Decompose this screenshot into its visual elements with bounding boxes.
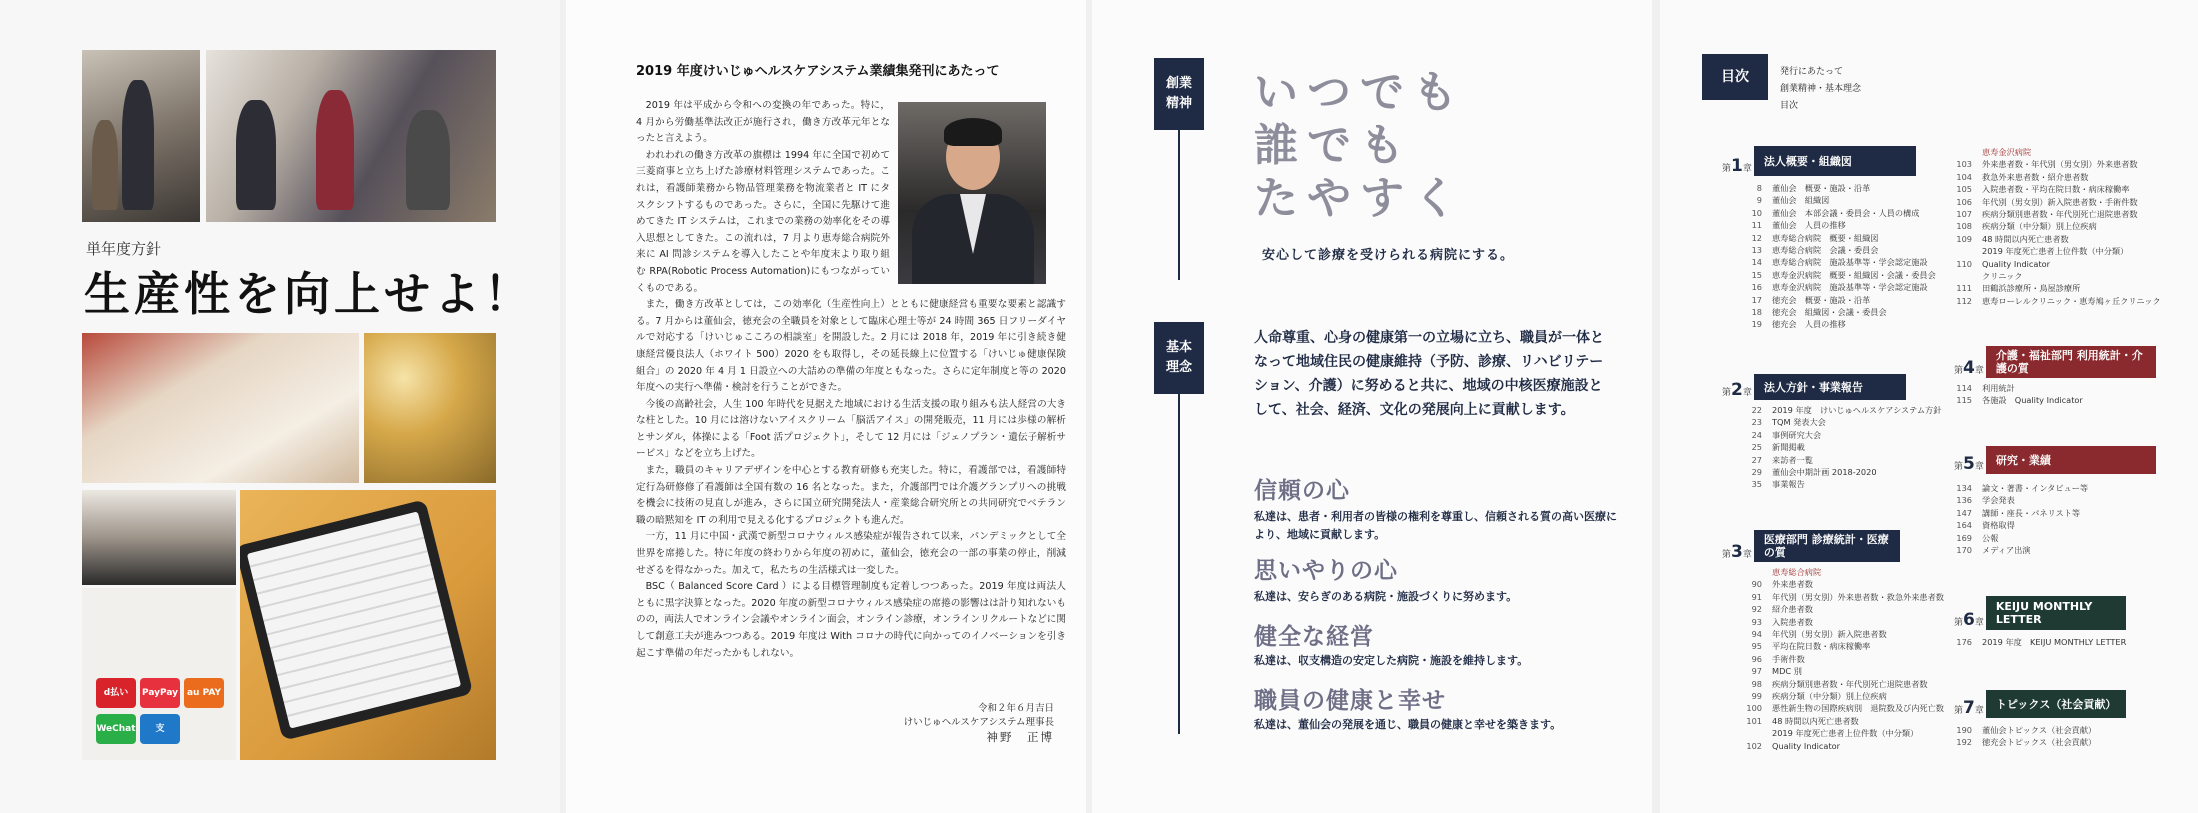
toc-entry[interactable]	[1942, 208, 2161, 220]
policy-title: 生産性を向上せよ！	[84, 267, 534, 321]
chapter-7-list	[1942, 724, 2096, 749]
toc-page-number: 93	[1751, 616, 1762, 627]
toc-entry-title: メディア出演	[1982, 545, 2031, 556]
toc-entry[interactable]	[1732, 591, 1944, 603]
signature-org: けいじゅヘルスケアシステム理事長	[903, 717, 1054, 728]
toc-entry-title: 48 時間以内死亡患者数	[1982, 233, 2069, 244]
toc-entry-title: 48 時間以内死亡患者数	[1772, 715, 1859, 726]
toc-page-number: 96	[1751, 653, 1762, 664]
meeting-photo-left	[82, 50, 200, 222]
toc-entry[interactable]	[1942, 233, 2161, 245]
toc-entry[interactable]	[1942, 736, 2096, 748]
toc-page-number: 103	[1956, 159, 1972, 170]
toc-page-number: 23	[1751, 417, 1762, 428]
toc-page-number: 94	[1751, 629, 1762, 640]
signature-name: 神野 正博	[986, 730, 1054, 744]
value-title: 健全な経営	[1254, 624, 1374, 650]
toc-entry-title: 2019 年度死亡患者上位件数（中分類）	[1772, 728, 1919, 739]
toc-entry-title: 公報	[1982, 532, 1999, 543]
toc-page-number: 17	[1751, 294, 1762, 305]
toc-entry[interactable]	[1732, 306, 1936, 318]
toc-entry-title: 年代別（男女別）新入院患者数	[1772, 629, 1887, 640]
toc-entry[interactable]	[1732, 727, 1944, 739]
toc-page-number: 35	[1751, 479, 1762, 490]
toc-entry-title: 救急外来患者数・紹介患者数	[1982, 171, 2089, 182]
toc-entry-title: Quality Indicator	[1772, 740, 1841, 751]
toc-entry-title: 董仙会 本部会議・委員会・人員の構成	[1772, 207, 1920, 218]
chapter-title: 法人方針・事業報告	[1754, 374, 1906, 400]
toc-entry[interactable]	[1732, 466, 1941, 478]
payment-badge: PayPay	[140, 678, 180, 708]
toc-entry[interactable]	[1732, 182, 1936, 194]
chapter-title: 医療部門 診療統計・医療の質	[1754, 530, 1900, 562]
toc-intro-item[interactable]: 目次	[1780, 101, 1799, 111]
payment-badge: d払い	[96, 678, 136, 708]
toc-page-number: 109	[1956, 233, 1972, 244]
toc-page-number: 97	[1751, 666, 1762, 677]
toc-page-number: 169	[1956, 532, 1972, 543]
toc-page-number: 27	[1751, 454, 1762, 465]
toc-page-number: 10	[1751, 207, 1762, 218]
toc-entry-title: 恵寿総合病院 施設基準等・学会認定施設	[1772, 257, 1928, 268]
toc-page-number: 91	[1751, 591, 1762, 602]
toc-entry-title: 事業報告	[1772, 479, 1805, 490]
toc-page-number: 105	[1956, 184, 1972, 195]
toc-page-number: 134	[1956, 483, 1972, 493]
chapter-2-header[interactable]: 第2章 法人方針・事業報告	[1722, 374, 1906, 400]
toc-page-number: 29	[1751, 467, 1762, 478]
toc-page-number: 164	[1956, 520, 1972, 531]
toc-entry[interactable]	[1942, 724, 2096, 736]
toc-page-number: 24	[1751, 429, 1762, 440]
toc-page-number: 170	[1956, 545, 1972, 556]
toc-entry[interactable]	[1732, 318, 1936, 330]
toc-entry[interactable]	[1732, 454, 1941, 466]
toc-page-number: 13	[1751, 245, 1762, 256]
toc-page-number: 111	[1956, 283, 1972, 294]
toc-page-number: 147	[1956, 507, 1972, 518]
toc-page-number: 92	[1751, 604, 1762, 615]
ice-cream-cans-photo	[364, 333, 496, 483]
page-table-of-contents	[1660, 0, 2198, 813]
toc-entry[interactable]	[1732, 616, 1944, 628]
toc-entry-title: 年代別（男女別）新入院患者数・手術件数	[1982, 196, 2138, 207]
toc-intro-list	[1780, 64, 1861, 115]
foot-care-photo	[82, 333, 359, 483]
toc-entry[interactable]	[1942, 382, 2083, 394]
toc-entry[interactable]	[1732, 232, 1936, 244]
toc-entry-title: 田鶴浜診療所・鳥屋診療所	[1982, 283, 2081, 294]
toc-entry[interactable]	[1942, 196, 2161, 208]
toc-entry-title: 徳充会トピックス（社会貢献）	[1982, 737, 2097, 748]
toc-entry-title: 疾病分類別患者数・年代別死亡退院患者数	[1772, 678, 1928, 689]
toc-page-number	[1942, 270, 1972, 282]
foreword-paragraph: 一方，11 月に中国・武漢で新型コロナウィルス感染症が報告されて以来，パンデミックとして全世界を席捲した。特に年度の終わりから年度の初めに，董仙会，徳充会の一部の事業の停止，削減せざるを得なかった。加えて，私たちの生活様式は一変した。	[636, 531, 1066, 576]
chapter-5-header[interactable]: 第5章 研究・業績	[1954, 446, 2156, 474]
toc-entry[interactable]	[1732, 294, 1936, 306]
chapter-4-header[interactable]: 第4章 介護・福祉部門 利用統計・介護の質	[1954, 346, 2156, 378]
philosophy-rule	[1178, 394, 1180, 734]
toc-page-number: 9	[1756, 195, 1762, 206]
toc-page-number: 95	[1751, 641, 1762, 652]
toc-entry[interactable]	[1732, 404, 1941, 416]
toc-entry[interactable]	[1732, 665, 1944, 677]
toc-entry[interactable]	[1732, 702, 1944, 714]
toc-entry[interactable]	[1732, 269, 1936, 281]
toc-entry-title: 平均在院日数・病床稼働率	[1772, 641, 1871, 652]
toc-entry-title: Quality Indicator	[1982, 258, 2051, 269]
toc-entry-title: 年代別（男女別）外来患者数・救急外来患者数	[1772, 591, 1944, 602]
toc-entry-title: 恵寿ローレルクリニック・恵寿鳩ヶ丘クリニック	[1982, 295, 2161, 306]
foreword-paragraph: また，職員のキャリアデザインを中心とする教育研修も充実した。特に，看護部では，看護師特定行為研修修了看護師は全国有数の 16 名となった。また，介護部門では介護グランプリへの挑戦を機会に技術の見直しが進み，さらに国立研究開発法人・産業総合研究所との共同研究でベテラン職の暗黙知を IT の利用で見える化するプロジェクトも進んだ。	[636, 465, 1066, 526]
toc-entry-title: 疾病分類（中分類）別上位疾病	[1982, 221, 2097, 232]
toc-page-number: 106	[1956, 196, 1972, 207]
toc-entry-title: 紹介患者数	[1772, 604, 1813, 615]
toc-entry[interactable]	[1732, 603, 1944, 615]
toc-entry[interactable]	[1942, 171, 2161, 183]
page-cover-policy	[0, 0, 560, 813]
toc-entry-title: 2019 年度 KEIJU MONTHLY LETTER	[1982, 637, 2127, 647]
toc-page-number	[1732, 566, 1762, 578]
toc-page-number: 192	[1956, 737, 1972, 748]
toc-intro-item[interactable]: 発行にあたって	[1780, 67, 1844, 77]
toc-intro-item[interactable]: 創業精神・基本理念	[1780, 84, 1862, 94]
value-title: 思いやりの心	[1254, 558, 1398, 584]
toc-entry[interactable]	[1942, 507, 2088, 519]
toc-entry[interactable]	[1942, 544, 2088, 556]
toc-entry-title: 外来患者数	[1772, 579, 1813, 590]
toc-entry[interactable]	[1942, 494, 2088, 506]
toc-entry[interactable]	[1942, 519, 2088, 531]
toc-page-number: 18	[1751, 307, 1762, 318]
toc-entry[interactable]	[1732, 678, 1944, 690]
toc-entry-title: 入院患者数・平均在院日数・病床稼働率	[1982, 184, 2130, 195]
value-desc: 私達は、安らぎのある病院・施設づくりに努めます。	[1254, 590, 1518, 603]
toc-page-number: 11	[1751, 220, 1762, 231]
toc-entry[interactable]	[1942, 183, 2161, 195]
toc-entry-title: 各施設 Quality Indicator	[1982, 395, 2083, 406]
toc-entry[interactable]	[1942, 394, 2083, 406]
motto-line: いつでも	[1254, 67, 1466, 118]
toc-entry-title: クリニック	[1982, 271, 2023, 282]
toc-page-number: 114	[1956, 383, 1972, 393]
value-title: 信頼の心	[1254, 478, 1350, 504]
toc-page-number: 101	[1746, 715, 1762, 726]
toc-entry-title: 恵寿総合病院 会議・委員会	[1772, 245, 1879, 256]
page-foreword	[566, 0, 1086, 813]
toc-entry[interactable]	[1732, 194, 1936, 206]
toc-entry[interactable]	[1732, 628, 1944, 640]
toc-page-number	[1942, 146, 1972, 158]
foreword-paragraph: BSC（ Balanced Score Card ）による目標管理制度も定着しつつあった。2019 年度は両法人ともに黒字決算となった。2020 年度の新型コロナウィルス感染症の席捲の影響はは計り知れないものの，両法人でオンライン会議やオンライン面会，オンライン診療，オンラインリクルートなどに関して創意工夫が進みつつある。2019 年度は With コロナの時代に向かってのイノベーションを引き起こす準備の年だったかもしれない。	[636, 581, 1066, 659]
toc-entry[interactable]	[1732, 416, 1941, 428]
toc-entry-title: 2019 年度 けいじゅヘルスケアシステム方針	[1772, 405, 1942, 415]
tablet-screen	[240, 499, 473, 740]
toc-entry[interactable]	[1942, 532, 2088, 544]
value-desc: 私達は、患者・利用者の皆様の権利を尊重し、信頼される質の高い医療により、地域に貢献します。	[1254, 510, 1617, 541]
chapter-2-list	[1732, 404, 1941, 491]
page-philosophy	[1092, 0, 1652, 813]
chapter-6-list	[1942, 636, 2126, 648]
toc-entry-title: 講師・座長・パネリスト等	[1982, 507, 2081, 518]
basic-philosophy-label: 基本 理念	[1154, 322, 1204, 394]
toc-entry-title: 手術件数	[1772, 653, 1805, 664]
toc-page-number: 19	[1751, 319, 1762, 330]
toc-page-number: 22	[1751, 405, 1762, 415]
toc-entry[interactable]	[1732, 653, 1944, 665]
toc-entry[interactable]	[1732, 640, 1944, 652]
toc-page-number: 112	[1956, 295, 1972, 306]
chapter-title: 介護・福祉部門 利用統計・介護の質	[1986, 346, 2156, 378]
foreword-body	[636, 98, 1066, 662]
toc-page-number: 100	[1746, 703, 1762, 714]
toc-entry[interactable]	[1732, 429, 1941, 441]
philosophy-text: 人命尊重、心身の健康第一の立場に立ち、職員が一体となって地域住民の健康維持（予防、診療、リハビリテーション、介護）に努めると共に、地域の中核医療施設として、社会、経済、文化の発展向上に貢献します。	[1254, 330, 1604, 418]
chapter-3-list	[1732, 566, 1944, 752]
toc-entry[interactable]	[1942, 158, 2161, 170]
toc-entry[interactable]	[1942, 482, 2088, 494]
toc-entry[interactable]	[1942, 636, 2126, 648]
toc-page-number	[1942, 245, 1972, 257]
toc-entry-title: 徳充会 概要・施設・沿革	[1772, 294, 1871, 305]
signature-block	[904, 702, 1054, 744]
toc-entry-title: 2019 年度死亡患者上位件数（中分類）	[1982, 246, 2129, 257]
toc-page-number: 108	[1956, 221, 1972, 232]
toc-entry[interactable]	[1732, 244, 1936, 256]
page-gutter	[1652, 0, 1660, 813]
chapter-title: 法人概要・組織図	[1754, 146, 1916, 176]
toc-page-number: 176	[1956, 637, 1972, 647]
foreword-heading: 2019 年度けいじゅヘルスケアシステム業績集発刊にあたって	[636, 64, 1000, 79]
toc-page-number: 115	[1956, 395, 1972, 406]
toc-entry-title: 論文・著書・インタビュー等	[1982, 483, 2089, 493]
payment-badge: WeChat	[96, 714, 136, 744]
toc-page-number: 90	[1751, 579, 1762, 590]
toc-page-number: 15	[1751, 269, 1762, 280]
toc-entry[interactable]	[1942, 282, 2161, 294]
toc-entry-title: 董仙会中期計画 2018-2020	[1772, 467, 1877, 478]
toc-entry-title: 来訪者一覧	[1772, 454, 1813, 465]
toc-entry-title: 恵寿金沢病院	[1982, 147, 2032, 157]
toc-entry-title: 恵寿総合病院 概要・組織図	[1772, 232, 1879, 243]
toc-entry[interactable]	[1732, 256, 1936, 268]
value-desc: 私達は、董仙会の発展を通じ、職員の健康と幸せを築きます。	[1254, 718, 1562, 731]
tablet-questionnaire-photo	[240, 490, 496, 760]
meeting-photo-right	[206, 50, 496, 222]
toc-page-number: 25	[1751, 442, 1762, 453]
toc-page-number: 12	[1751, 232, 1762, 243]
payment-badge: au PAY	[184, 678, 224, 708]
toc-entry[interactable]	[1942, 146, 2161, 158]
toc-page-number: 99	[1751, 691, 1762, 702]
toc-entry-title: 入院患者数	[1772, 616, 1813, 627]
toc-entry-title: TQM 発表大会	[1772, 417, 1826, 428]
foreword-paragraph: 今後の高齢社会，人生 100 年時代を見据えた地域における生活支援の取り組みも法人経営の大きな柱とした。10 月には溶けないアイスクリーム「脳活アイス」の開発販売，11 月には歩様の解析とサンダル，体操による「Foot 活プロジェクト」，そして 12 月には「ジェノプラン・遺伝子解析サービス」などを立ち上げた。	[636, 398, 1066, 460]
toc-entry-title: 外来患者数・年代別（男女別）外来患者数	[1982, 159, 2138, 170]
sandals-photo	[82, 490, 236, 585]
chapter-1-header[interactable]: 第1章 法人概要・組織図	[1722, 146, 1916, 176]
toc-entry-title: 恵寿金沢病院 概要・組織図・会議・委員会	[1772, 269, 1936, 280]
motto-subtitle: 安心して診療を受けられる病院にする。	[1262, 248, 1515, 263]
toc-entry-title: 利用統計	[1982, 383, 2015, 393]
toc-entry-title: 恵寿金沢病院 施設基準等・学会認定施設	[1772, 282, 1928, 293]
chapter-3-header[interactable]: 第3章 医療部門 診療統計・医療の質	[1722, 530, 1900, 562]
toc-entry-title: 徳充会 人員の推移	[1772, 319, 1846, 330]
toc-entry-title: 董仙会 概要・施設・沿革	[1772, 183, 1871, 193]
toc-entry[interactable]	[1732, 566, 1944, 578]
chapter-3-continued-list	[1942, 146, 2161, 307]
chapter-title: トピックス（社会貢献）	[1986, 690, 2126, 718]
toc-entry-title: 董仙会トピックス（社会貢献）	[1982, 725, 2097, 735]
toc-entry-title: 事例研究大会	[1772, 429, 1822, 440]
motto-line: 誰でも	[1254, 120, 1413, 171]
chapter-5-list	[1942, 482, 2088, 556]
toc-entry[interactable]	[1732, 690, 1944, 702]
motto-line: たやすく	[1254, 173, 1466, 224]
chapter-title: KEIJU MONTHLY LETTER	[1986, 596, 2126, 630]
toc-page-number: 14	[1751, 257, 1762, 268]
toc-page-number: 102	[1746, 740, 1762, 751]
founding-motto	[1254, 66, 1466, 225]
toc-entry-title: 疾病分類（中分類）別上位疾病	[1772, 691, 1887, 702]
chapter-1-list	[1732, 182, 1936, 331]
toc-entry[interactable]	[1732, 219, 1936, 231]
toc-page-number: 190	[1956, 725, 1972, 735]
chapter-7-header[interactable]: 第7章 トピックス（社会貢献）	[1954, 690, 2126, 718]
signature-date: 令和２年６月吉日	[977, 703, 1054, 714]
toc-page-number: 98	[1751, 678, 1762, 689]
toc-page-number: 16	[1751, 282, 1762, 293]
toc-entry[interactable]	[1732, 578, 1944, 590]
toc-entry[interactable]	[1942, 258, 2161, 270]
toc-entry[interactable]	[1732, 478, 1941, 490]
toc-entry-title: 悪性新生物の国際疾病別 退院数及び内死亡数	[1772, 703, 1944, 714]
foreword-paragraph: 2019 年は平成から令和への変換の年であった。特に，4 月から労働基準法改正が施行され，働き方改革元年となったと言えよう。	[636, 100, 890, 145]
payment-badge: 支	[140, 714, 180, 744]
toc-page-number	[1732, 727, 1762, 739]
toc-page-number: 136	[1956, 495, 1972, 506]
chapter-6-header[interactable]: 第6章 KEIJU MONTHLY LETTER	[1954, 596, 2126, 630]
toc-entry[interactable]	[1942, 270, 2161, 282]
toc-entry[interactable]	[1942, 295, 2161, 307]
foreword-paragraph: われわれの働き方改革の旗標は 1994 年に全国で初めて三菱商事と立ち上げた診療材料管理システムであった。これは，看護師業務から物品管理業務を物流業者と IT にタスクシフトするものであった。さらに，全国に先駆けて進めてきた IT システムは，これまでの業務の効率化をその導入思想としてきた。この流れは，7 月より恵寿総合病院外来に AI 問診システムを導入したことや年度末より取り組む RPA(Robotic Process Automation)にもつながっていくものである。	[636, 149, 890, 294]
chapter-title: 研究・業績	[1986, 446, 2156, 474]
founding-rule	[1178, 130, 1180, 280]
toc-entry[interactable]	[1942, 245, 2161, 257]
value-title: 職員の健康と幸せ	[1254, 688, 1446, 714]
toc-entry-title: 資格取得	[1982, 520, 2015, 531]
toc-entry-title: 徳充会 組織図・会議・委員会	[1772, 307, 1887, 318]
toc-entry[interactable]	[1732, 281, 1936, 293]
toc-entry-title: 恵寿総合病院	[1772, 567, 1822, 577]
toc-page-number: 104	[1956, 171, 1972, 182]
foreword-paragraph: また，働き方改革としては，この効率化（生産性向上）とともに健康経営も重要な要素と認識する。7 月からは董仙会，徳充会の全職員を対象として臨床心理士等が 24 時間 365 日フリーダイヤルで対応する「けいじゅこころの相談室」を開設した。2 月には 2018 年，2019 年に引き続き健康経営優良法人（ホワイト 500）2020 をも取得し，その延長線上に位置する「けいじゅ健康保険組合」の 2020 年 4 月 1 日設立への大詰めの準備の年度ともなった。さらに定年制度と等の 2020 年度への実行へ準備・検討を行うことができた。	[636, 299, 1066, 394]
value-desc: 私達は、収支構造の安定した病院・施設を維持します。	[1254, 654, 1529, 667]
policy-subtitle: 単年度方針	[86, 240, 162, 258]
toc-entry[interactable]	[1732, 207, 1936, 219]
toc-page-number: 107	[1956, 209, 1972, 220]
founding-spirit-label: 創業 精神	[1154, 58, 1204, 130]
chapter-4-list	[1942, 382, 2083, 407]
toc-entry[interactable]	[1732, 441, 1941, 453]
toc-entry-title: 董仙会 組織図	[1772, 195, 1830, 206]
payment-sign-photo	[82, 588, 236, 760]
toc-entry[interactable]	[1732, 740, 1944, 752]
toc-entry-title: 疾病分類別患者数・年代別死亡退院患者数	[1982, 209, 2138, 220]
toc-page-number: 110	[1956, 258, 1972, 269]
toc-label: 目次	[1702, 54, 1768, 100]
toc-entry-title: MDC 別	[1772, 666, 1802, 677]
toc-entry-title: 新聞掲載	[1772, 442, 1805, 453]
toc-page-number: 8	[1756, 183, 1762, 193]
toc-entry[interactable]	[1732, 715, 1944, 727]
toc-entry-title: 董仙会 人員の推移	[1772, 220, 1846, 231]
toc-entry[interactable]	[1942, 220, 2161, 232]
toc-entry-title: 学会発表	[1982, 495, 2015, 506]
